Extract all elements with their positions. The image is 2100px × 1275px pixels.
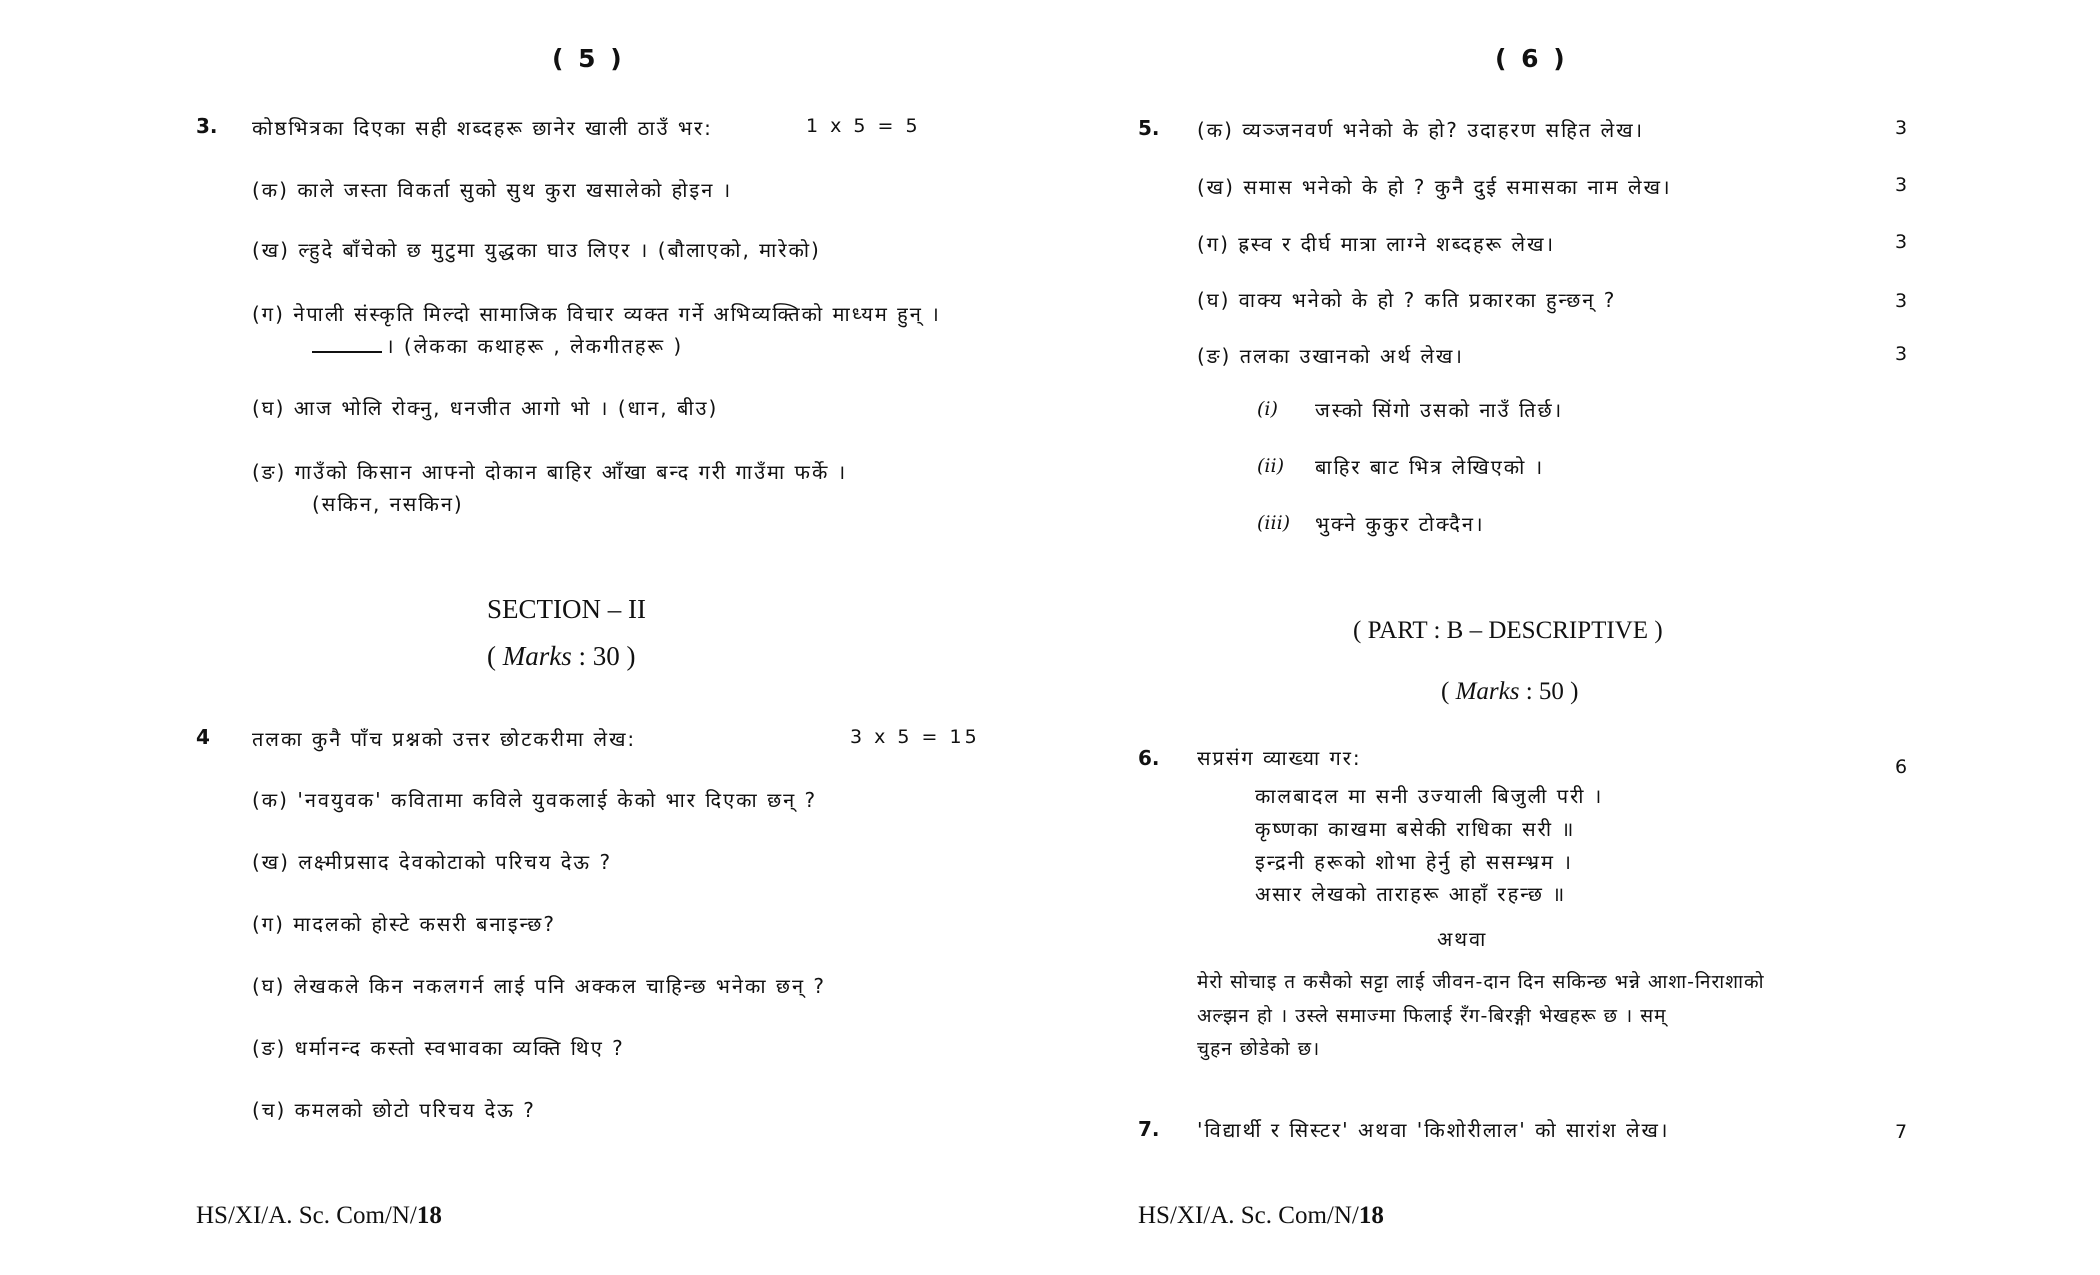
- question-marks: 6: [1895, 756, 1911, 778]
- sub-item-number: (iii): [1257, 512, 1291, 534]
- question-item: (च) कमलको छोटो परिचय देऊ ?: [252, 1098, 536, 1122]
- question-marks: 1 x 5 = 5: [806, 115, 921, 137]
- question-item: (ङ) धर्मानन्द कस्तो स्वभावका व्यक्ति थिए ?: [252, 1036, 625, 1060]
- page-number: ( 5 ): [552, 44, 625, 73]
- part-marks-value: : 50: [1525, 678, 1564, 705]
- question-item-options: (सकिन, नसकिन): [312, 492, 464, 516]
- question-title: कोष्ठभित्रका दिएका सही शब्दहरू छानेर खाली ठाउँ भर:: [252, 116, 713, 140]
- poem-line: इन्द्रनी हरूको शोभा हेर्नु हो ससम्भ्रम ।: [1255, 850, 1573, 874]
- question-marks: 3: [1895, 117, 1911, 139]
- footer-code: [1138, 1202, 1384, 1230]
- sub-item: बाहिर बाट भित्र लेखिएको ।: [1315, 455, 1545, 479]
- question-item-continuation: [312, 332, 683, 359]
- question-item: (क) काले जस्ता विकर्ता सुको सुथ कुरा खसालेको होइन ।: [252, 178, 733, 202]
- prose-line: अल्झन हो । उस्ले समाज्मा फिलाई रँग-बिरङ्गी भेखहरू छ । सम्: [1197, 1005, 1667, 1027]
- question-item: (ग) नेपाली संस्कृति मिल्दो सामाजिक विचार व्यक्त गर्ने अभिव्यक्तिको माध्यम हुन् ।: [252, 302, 941, 326]
- footer-code: [196, 1202, 442, 1230]
- footer-code-number: 18: [416, 1202, 442, 1229]
- poem-line: असार लेखको ताराहरू आहाँ रहन्छ ॥: [1255, 882, 1567, 906]
- question-item: (ख) समास भनेको के हो ? कुनै दुई समासका नाम लेख।: [1197, 175, 1672, 199]
- sub-item-number: (i): [1257, 398, 1278, 420]
- question-item: (ङ) गाउँको किसान आफ्नो दोकान बाहिर आँखा बन्द गरी गाउँमा फर्के ।: [252, 460, 848, 484]
- prose-line: चुहन छोडेको छ।: [1197, 1038, 1321, 1060]
- question-title: सप्रसंग व्याख्या गर:: [1197, 746, 1362, 770]
- poem-line: कालबादल मा सनी उज्याली बिजुली परी ।: [1255, 784, 1604, 808]
- section-title: SECTION – II: [487, 594, 646, 624]
- question-item: (ख) लक्ष्मीप्रसाद देवकोटाको परिचय देऊ ?: [252, 850, 613, 874]
- question-marks: 3 x 5 = 15: [850, 726, 980, 748]
- question-number: 3.: [196, 114, 218, 138]
- right-page: [1135, 0, 2100, 1275]
- part-marks-label: Marks: [1455, 678, 1520, 705]
- question-marks: 3: [1895, 174, 1911, 196]
- question-item: (घ) लेखकले किन नकलगर्न लाई पनि अक्कल चाहिन्छ भनेका छन् ?: [252, 974, 827, 998]
- or-label: अथवा: [1437, 927, 1488, 951]
- question-item-options: । (लेकका कथाहरू , लेकगीतहरू ): [386, 334, 684, 358]
- section-marks-value: : 30: [578, 641, 620, 671]
- part-title: ( PART : B – DESCRIPTIVE ): [1353, 617, 1663, 644]
- question-number: 4: [196, 725, 210, 749]
- question-marks: 3: [1895, 343, 1911, 365]
- question-item: (क) व्यञ्जनवर्ण भनेको के हो? उदाहरण सहित लेख।: [1197, 118, 1645, 142]
- part-marks: ( Marks : 50 ): [1441, 678, 1579, 705]
- question-marks: 7: [1895, 1121, 1911, 1143]
- sub-item: भुक्ने कुकुर टोक्दैन।: [1315, 512, 1485, 536]
- question-marks: 3: [1895, 231, 1911, 253]
- section-marks: ( Marks : 30 ): [487, 641, 636, 671]
- question-number: 5.: [1138, 116, 1160, 140]
- sub-item: जस्को सिंगो उसको नाउँ तिर्छ।: [1315, 398, 1564, 422]
- question-title: तलका कुनै पाँच प्रश्नको उत्तर छोटकरीमा लेख:: [252, 727, 637, 751]
- question-item: (ग) ह्रस्व र दीर्घ मात्रा लाग्ने शब्दहरू लेख।: [1197, 232, 1556, 256]
- question-item: (क) 'नवयुवक' कवितामा कविले युवकलाई केको भार दिएका छन् ?: [252, 788, 818, 812]
- question-title: 'विद्यार्थी र सिस्टर' अथवा 'किशोरीलाल' को सारांश लेख।: [1197, 1118, 1670, 1142]
- question-item: (ङ) तलका उखानको अर्थ लेख।: [1197, 344, 1464, 368]
- poem-line: कृष्णका काखमा बसेकी राधिका सरी ॥: [1255, 817, 1576, 841]
- page-number: ( 6 ): [1495, 44, 1568, 73]
- question-marks: 3: [1895, 290, 1911, 312]
- question-number: 6.: [1138, 746, 1160, 770]
- question-item: (ग) मादलको होस्टे कसरी बनाइन्छ?: [252, 912, 556, 936]
- footer-code-prefix: HS/XI/A. Sc. Com/N/: [1138, 1202, 1359, 1229]
- section-marks-label: Marks: [502, 641, 572, 671]
- footer-code-prefix: HS/XI/A. Sc. Com/N/: [196, 1202, 417, 1229]
- question-number: 7.: [1138, 1117, 1160, 1141]
- blank-line: [312, 349, 382, 353]
- question-item: (घ) वाक्य भनेको के हो ? कति प्रकारका हुन्छन् ?: [1197, 288, 1617, 312]
- prose-line: मेरो सोचाइ त कसैको सट्टा लाई जीवन-दान दिन सकिन्छ भन्ने आशा-निराशाको: [1197, 971, 1765, 993]
- question-item: (घ) आज भोलि रोक्नु, धनजीत आगो भो । (धान, बीउ): [252, 396, 719, 420]
- question-item: (ख) ल्हुदे बाँचेको छ मुटुमा युद्धका घाउ लिएर । (बौलाएको, मारेको): [252, 238, 821, 262]
- footer-code-number: 18: [1358, 1202, 1384, 1229]
- sub-item-number: (ii): [1257, 455, 1284, 477]
